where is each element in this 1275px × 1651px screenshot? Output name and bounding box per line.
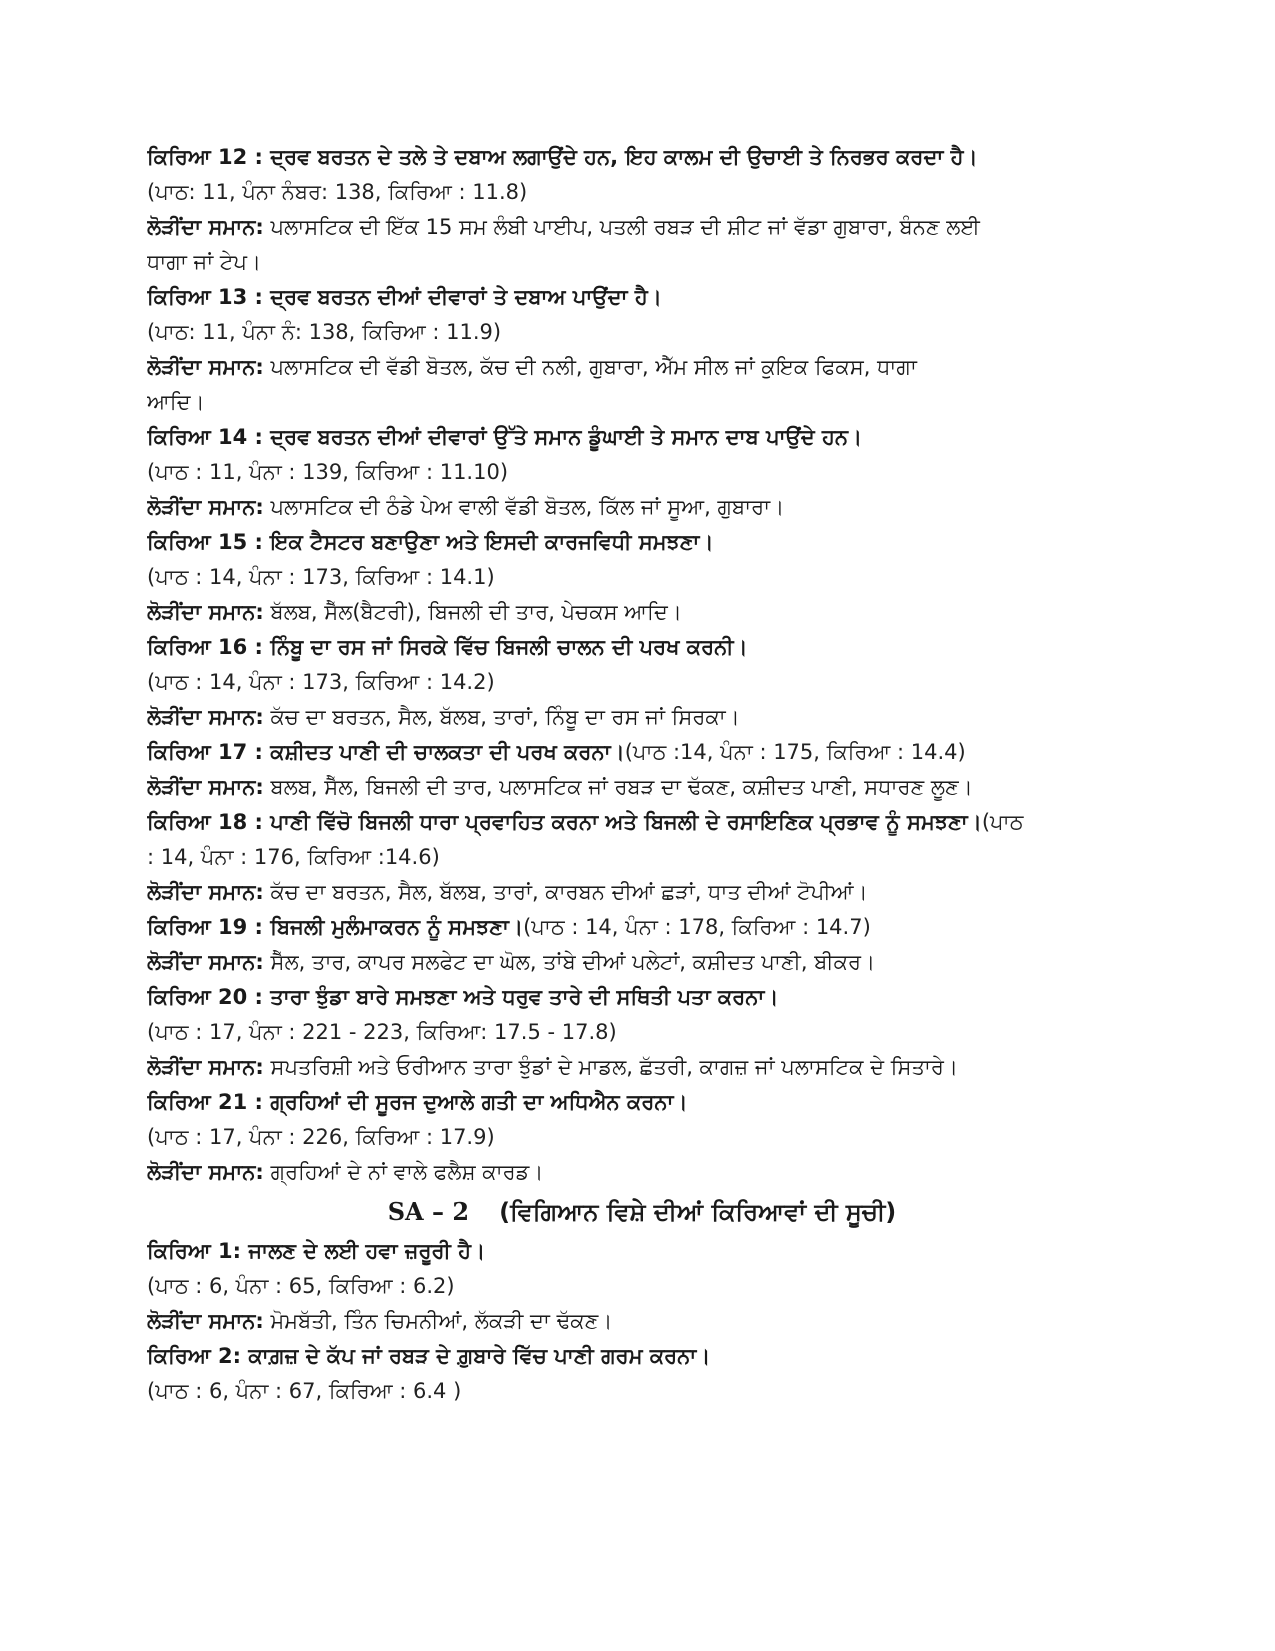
activity-16-reference: (ਪਾਠ : 14, ਪੰਨਾ : 173, ਕਿਰਿਆ : 14.2) xyxy=(147,670,495,694)
activity-18-title-row xyxy=(147,805,1137,840)
sa2-activity-2-title: ਕਿਰਿਆ 2: ਕਾਗ਼ਜ਼ ਦੇ ਕੱਪ ਜਾਂ ਰਬੜ ਦੇ ਗ਼ੁਬਾਰੇ ਵਿੱਚ ਪਾਣੀ ਗਰਮ ਕਰਨਾ। xyxy=(147,1344,711,1368)
materials-label: ਲੋੜੀਂਦਾ ਸਮਾਨ: xyxy=(147,355,264,379)
activity-18-reference-cont: : 14, ਪੰਨਾ : 176, ਕਿਰਿਆ :14.6) xyxy=(147,845,440,869)
section-title: (ਵਿਗਿਆਨ ਵਿਸ਼ੇ ਦੀਆਂ ਕਿਰਿਆਵਾਂ ਦੀ ਸੂਚੀ) xyxy=(499,1198,897,1226)
materials-text: ਗ੍ਰਹਿਆਂ ਦੇ ਨਾਂ ਵਾਲੇ ਫਲੈਸ਼ ਕਾਰਡ। xyxy=(270,1160,544,1184)
materials-text: ਮੋਮਬੱਤੀ, ਤਿੰਨ ਚਿਮਨੀਆਂ, ਲੱਕੜੀ ਦਾ ਢੱਕਣ। xyxy=(270,1309,613,1333)
materials-label: ਲੋੜੀਂਦਾ ਸਮਾਨ: xyxy=(147,1309,264,1333)
document-page xyxy=(147,140,1137,1409)
activity-20-materials xyxy=(147,1050,1137,1085)
section-heading xyxy=(147,1190,1137,1234)
activity-13-materials xyxy=(147,350,1137,385)
activity-12-materials xyxy=(147,210,1137,245)
materials-label: ਲੋੜੀਂਦਾ ਸਮਾਨ: xyxy=(147,880,264,904)
materials-text: ਸੈੱਲ, ਤਾਰ, ਕਾਪਰ ਸਲਫੇਟ ਦਾ ਘੋਲ, ਤਾਂਬੇ ਦੀਆਂ ਪਲੇਟਾਂ, ਕਸ਼ੀਦਤ ਪਾਣੀ, ਬੀਕਰ। xyxy=(270,950,876,974)
activity-15-reference: (ਪਾਠ : 14, ਪੰਨਾ : 173, ਕਿਰਿਆ : 14.1) xyxy=(147,565,495,589)
materials-label: ਲੋੜੀਂਦਾ ਸਮਾਨ: xyxy=(147,950,264,974)
sa2-activity-1-reference: (ਪਾਠ : 6, ਪੰਨਾ : 65, ਕਿਰਿਆ : 6.2) xyxy=(147,1274,455,1298)
materials-text: ਪਲਾਸਟਿਕ ਦੀ ਠੰਡੇ ਪੇਅ ਵਾਲੀ ਵੱਡੀ ਬੋਤਲ, ਕਿੱਲ ਜਾਂ ਸੂਆ, ਗੁਬਾਰਾ। xyxy=(270,495,785,519)
activity-12-materials-cont: ਧਾਗਾ ਜਾਂ ਟੇਪ। xyxy=(147,250,262,274)
activity-14-title: ਕਿਰਿਆ 14 : ਦ੍ਰਵ ਬਰਤਨ ਦੀਆਂ ਦੀਵਾਰਾਂ ਉੱਤੇ ਸਮਾਨ ਡੂੰਘਾਈ ਤੇ ਸਮਾਨ ਦਾਬ ਪਾਉਂਦੇ ਹਨ। xyxy=(147,425,863,449)
sa2-activity-1-materials xyxy=(147,1304,1137,1339)
activity-20-title: ਕਿਰਿਆ 20 : ਤਾਰਾ ਝੁੰਡਾ ਬਾਰੇ ਸਮਝਣਾ ਅਤੇ ਧਰੁਵ ਤਾਰੇ ਦੀ ਸਥਿਤੀ ਪਤਾ ਕਰਨਾ। xyxy=(147,985,779,1009)
activity-12-reference: (ਪਾਠ: 11, ਪੰਨਾ ਨੰਬਰ: 138, ਕਿਰਿਆ : 11.8) xyxy=(147,180,528,204)
activity-20-reference: (ਪਾਠ : 17, ਪੰਨਾ : 221 - 223, ਕਿਰਿਆ: 17.5 - 17.8) xyxy=(147,1020,617,1044)
materials-label: ਲੋੜੀਂਦਾ ਸਮਾਨ: xyxy=(147,600,264,624)
sa2-activity-2-reference: (ਪਾਠ : 6, ਪੰਨਾ : 67, ਕਿਰਿਆ : 6.4 ) xyxy=(147,1379,462,1403)
activity-17-reference: (ਪਾਠ :14, ਪੰਨਾ : 175, ਕਿਰਿਆ : 14.4) xyxy=(624,740,966,764)
materials-text: ਬਲਬ, ਸੈੱਲ, ਬਿਜਲੀ ਦੀ ਤਾਰ, ਪਲਾਸਟਿਕ ਜਾਂ ਰਬੜ ਦਾ ਢੱਕਣ, ਕਸ਼ੀਦਤ ਪਾਣੀ, ਸਧਾਰਣ ਲੂਣ। xyxy=(270,775,973,799)
section-code: SA – 2 xyxy=(387,1197,470,1226)
activity-21-title: ਕਿਰਿਆ 21 : ਗ੍ਰਹਿਆਂ ਦੀ ਸੂਰਜ ਦੁਆਲੇ ਗਤੀ ਦਾ ਅਧਿਐਨ ਕਰਨਾ। xyxy=(147,1090,688,1114)
materials-text: ਪਲਾਸਟਿਕ ਦੀ ਵੱਡੀ ਬੋਤਲ, ਕੱਚ ਦੀ ਨਲੀ, ਗੁਬਾਰਾ, ਐੱਮ ਸੀਲ ਜਾਂ ਕੁਇਕ ਫਿਕਸ, ਧਾਗਾ xyxy=(270,355,917,379)
materials-label: ਲੋੜੀਂਦਾ ਸਮਾਨ: xyxy=(147,1055,264,1079)
materials-text: ਪਲਾਸਟਿਕ ਦੀ ਇੱਕ 15 ਸਮ ਲੰਬੀ ਪਾਈਪ, ਪਤਲੀ ਰਬੜ ਦੀ ਸ਼ੀਟ ਜਾਂ ਵੱਡਾ ਗੁਬਾਰਾ, ਬੰਨਣ ਲਈ xyxy=(270,215,980,239)
activity-16-materials xyxy=(147,700,1137,735)
sa2-activity-1-title: ਕਿਰਿਆ 1: ਜਾਲਣ ਦੇ ਲਈ ਹਵਾ ਜ਼ਰੂਰੀ ਹੈ। xyxy=(147,1239,486,1263)
activity-13-title: ਕਿਰਿਆ 13 : ਦ੍ਰਵ ਬਰਤਨ ਦੀਆਂ ਦੀਵਾਰਾਂ ਤੇ ਦਬਾਅ ਪਾਉਂਦਾ ਹੈ। xyxy=(147,285,662,309)
activity-18-title: ਕਿਰਿਆ 18 : ਪਾਣੀ ਵਿੱਚੋ ਬਿਜਲੀ ਧਾਰਾ ਪ੍ਰਵਾਹਿਤ ਕਰਨਾ ਅਤੇ ਬਿਜਲੀ ਦੇ ਰਸਾਇਣਿਕ ਪ੍ਰਭਾਵ ਨੂੰ ਸਮਝਣਾ। xyxy=(147,810,982,834)
activity-14-materials xyxy=(147,490,1137,525)
activity-17-title: ਕਿਰਿਆ 17 : ਕਸ਼ੀਦਤ ਪਾਣੀ ਦੀ ਚਾਲਕਤਾ ਦੀ ਪਰਖ ਕਰਨਾ। xyxy=(147,740,625,764)
materials-text: ਕੱਚ ਦਾ ਬਰਤਨ, ਸੈਲ, ਬੱਲਬ, ਤਾਰਾਂ, ਕਾਰਬਨ ਦੀਆਂ ਛੜਾਂ, ਧਾਤ ਦੀਆਂ ਟੋਪੀਆਂ। xyxy=(270,880,868,904)
activity-12-title: ਕਿਰਿਆ 12 : ਦ੍ਰਵ ਬਰਤਨ ਦੇ ਤਲੇ ਤੇ ਦਬਾਅ ਲਗਾਉਂਦੇ ਹਨ, ਇਹ ਕਾਲਮ ਦੀ ਉਚਾਈ ਤੇ ਨਿਰਭਰ ਕਰਦਾ ਹੈ। xyxy=(147,145,978,169)
activity-18-reference-start: (ਪਾਠ xyxy=(981,810,1024,834)
activity-18-materials xyxy=(147,875,1137,910)
materials-label: ਲੋੜੀਂਦਾ ਸਮਾਨ: xyxy=(147,775,264,799)
materials-label: ਲੋੜੀਂਦਾ ਸਮਾਨ: xyxy=(147,215,264,239)
activity-19-title-row xyxy=(147,910,1137,945)
materials-text: ਸਪਤਰਿਸ਼ੀ ਅਤੇ ਓਰੀਆਨ ਤਾਰਾ ਝੁੰਡਾਂ ਦੇ ਮਾਡਲ, ਛੱਤਰੀ, ਕਾਗਜ਼ ਜਾਂ ਪਲਾਸਟਿਕ ਦੇ ਸਿਤਾਰੇ। xyxy=(270,1055,959,1079)
activity-14-reference: (ਪਾਠ : 11, ਪੰਨਾ : 139, ਕਿਰਿਆ : 11.10) xyxy=(147,460,509,484)
activity-15-materials xyxy=(147,595,1137,630)
activity-17-title-row xyxy=(147,735,1137,770)
activity-19-title: ਕਿਰਿਆ 19 : ਬਿਜਲੀ ਮੁਲੰਮਾਕਰਨ ਨੂੰ ਸਮਝਣਾ। xyxy=(147,915,524,939)
materials-text: ਕੱਚ ਦਾ ਬਰਤਨ, ਸੈਲ, ਬੱਲਬ, ਤਾਰਾਂ, ਨਿੰਬੂ ਦਾ ਰਸ ਜਾਂ ਸਿਰਕਾ। xyxy=(270,705,740,729)
activity-19-materials xyxy=(147,945,1137,980)
activity-21-reference: (ਪਾਠ : 17, ਪੰਨਾ : 226, ਕਿਰਿਆ : 17.9) xyxy=(147,1125,495,1149)
activity-13-materials-cont: ਆਦਿ। xyxy=(147,390,205,414)
activity-13-reference: (ਪਾਠ: 11, ਪੰਨਾ ਨੰ: 138, ਕਿਰਿਆ : 11.9) xyxy=(147,320,502,344)
materials-label: ਲੋੜੀਂਦਾ ਸਮਾਨ: xyxy=(147,1160,264,1184)
activity-16-title: ਕਿਰਿਆ 16 : ਨਿੰਬੂ ਦਾ ਰਸ ਜਾਂ ਸਿਰਕੇ ਵਿੱਚ ਬਿਜਲੀ ਚਾਲਨ ਦੀ ਪਰਖ ਕਰਨੀ। xyxy=(147,635,748,659)
materials-label: ਲੋੜੀਂਦਾ ਸਮਾਨ: xyxy=(147,495,264,519)
materials-text: ਬੱਲਬ, ਸੈੱਲ(ਬੈਟਰੀ), ਬਿਜਲੀ ਦੀ ਤਾਰ, ਪੇਚਕਸ ਆਦਿ। xyxy=(270,600,682,624)
materials-label: ਲੋੜੀਂਦਾ ਸਮਾਨ: xyxy=(147,705,264,729)
activity-21-materials xyxy=(147,1155,1137,1190)
activity-19-reference: (ਪਾਠ : 14, ਪੰਨਾ : 178, ਕਿਰਿਆ : 14.7) xyxy=(523,915,871,939)
activity-15-title: ਕਿਰਿਆ 15 : ਇਕ ਟੈਸਟਰ ਬਣਾਉਣਾ ਅਤੇ ਇਸਦੀ ਕਾਰਜਵਿਧੀ ਸਮਝਣਾ। xyxy=(147,530,714,554)
activity-17-materials xyxy=(147,770,1137,805)
